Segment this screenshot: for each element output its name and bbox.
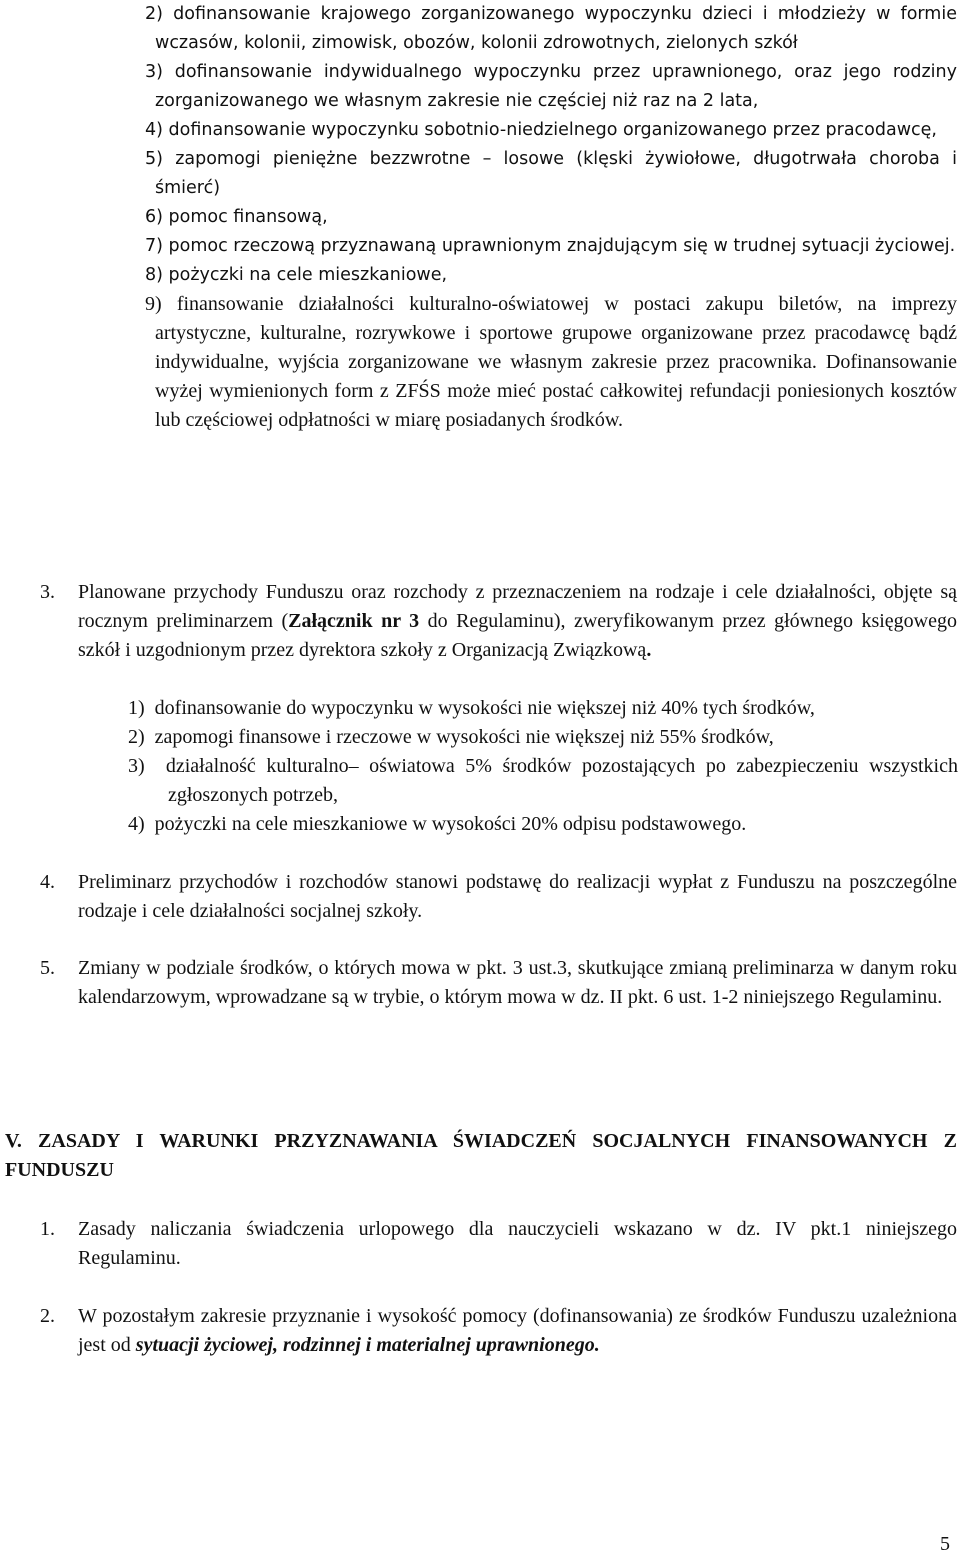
item-text: Zmiany w podziale środków, o których mowa w pkt. 3 ust.3, skutkujące zmianą preliminarza w danym roku kalendarzowym, wprowadzane są w trybie, o którym mowa w dz. II pkt. 6 ust. 1-2 niniejszego Regulaminu. <box>78 957 957 1008</box>
section-heading: V. ZASADY I WARUNKI PRZYZNAWANIA ŚWIADCZEŃ SOCJALNYCH FINANSOWANYCH Z FUNDUSZU <box>5 1130 957 1181</box>
list-item: 3) dofinansowanie indywidualnego wypoczynku przez uprawnionego, oraz jego rodziny zorganizowanego we własnym zakresie nie częściej niż raz na 2 lata, <box>145 62 957 111</box>
section-item-3 <box>40 578 957 665</box>
section-item-4 <box>40 868 957 926</box>
list-item: 4) dofinansowanie wypoczynku sobotnio-niedzielnego organizowanego przez pracodawcę, <box>145 120 937 140</box>
attachment-reference: Załącznik nr 3 <box>288 610 420 632</box>
list-item: 9) finansowanie działalności kulturalno-oświatowej w postaci zakupu biletów, na imprezy artystyczne, kulturalne, rozrywkowe i sportowe grupowe organizowane przez pracodawcę bądź indywidualne, wyjścia zorganizowane we własnym zakresie przez pracownika. Dofinansowanie wyżej wymienionych form z ZFŚS może mieć postać całkowitej refundacji poniesionych kosztów lub częściowej odpłatności w miarę posiadanych środków. <box>145 293 957 431</box>
item-text: W pozostałym zakresie przyznanie i wysokość pomocy (dofinansowania) ze środków Funduszu uzależniona jest od sytuacji życiowej, rodzinnej i materialnej uprawnionego. <box>78 1305 957 1356</box>
section-item-5 <box>40 954 957 1012</box>
list-item: 5) zapomogi pieniężne bezzwrotne – losowe (klęski żywiołowe, długotrwała choroba i śmierć) <box>145 149 957 198</box>
benefit-list <box>145 0 957 435</box>
item-number: 4. <box>40 871 55 893</box>
emphasized-text: sytuacji życiowej, rodzinnej i materialnej uprawnionego. <box>135 1334 600 1356</box>
item-number: 3. <box>40 581 55 603</box>
list-item: 8) pożyczki na cele mieszkaniowe, <box>145 265 448 285</box>
list-item: 7) pomoc rzeczową przyznawaną uprawnionym znajdującym się w trudnej sytuacji życiowej. <box>145 236 956 256</box>
page-number: 5 <box>940 1533 950 1555</box>
section-v-item-1 <box>40 1215 957 1273</box>
item-number: 2. <box>40 1305 55 1327</box>
item-text: Zasady naliczania świadczenia urlopowego dla nauczycieli wskazano w dz. IV pkt.1 niniejszego Regulaminu. <box>78 1218 957 1269</box>
section-v-item-2 <box>40 1302 957 1360</box>
list-item: 2) dofinansowanie krajowego zorganizowanego wypoczynku dzieci i młodzieży w formie wczasów, kolonii, zimowisk, obozów, kolonii zdrowotnych, zielonych szkół <box>145 4 957 53</box>
item-text: Planowane przychody Funduszu oraz rozchody z przeznaczeniem na rodzaje i cele działalności, objęte są rocznym preliminarzem (Załącznik nr 3 do Regulaminu), zweryfikowanym przez głównego księgowego szkół i uzgodnionym przez dyrektora szkoły z Organizacją Związkową. <box>78 581 957 661</box>
item-text: Preliminarz przychodów i rozchodów stanowi podstawę do realizacji wypłat z Funduszu na poszczególne rodzaje i cele działalności socjalnej szkoły. <box>78 871 957 922</box>
list-item: 3) działalność kulturalno– oświatowa 5% środków pozostających po zabezpieczeniu wszystkich zgłoszonych potrzeb, <box>128 755 958 806</box>
allocation-list <box>128 694 958 839</box>
item-number: 5. <box>40 957 55 979</box>
list-item: 6) pomoc finansową, <box>145 207 328 227</box>
list-item: 1) dofinansowanie do wypoczynku w wysokości nie większej niż 40% tych środków, <box>128 697 815 719</box>
item-number: 1. <box>40 1218 55 1240</box>
list-item: 2) zapomogi finansowe i rzeczowe w wysokości nie większej niż 55% środków, <box>128 726 774 748</box>
list-item: 4) pożyczki na cele mieszkaniowe w wysokości 20% odpisu podstawowego. <box>128 813 747 835</box>
